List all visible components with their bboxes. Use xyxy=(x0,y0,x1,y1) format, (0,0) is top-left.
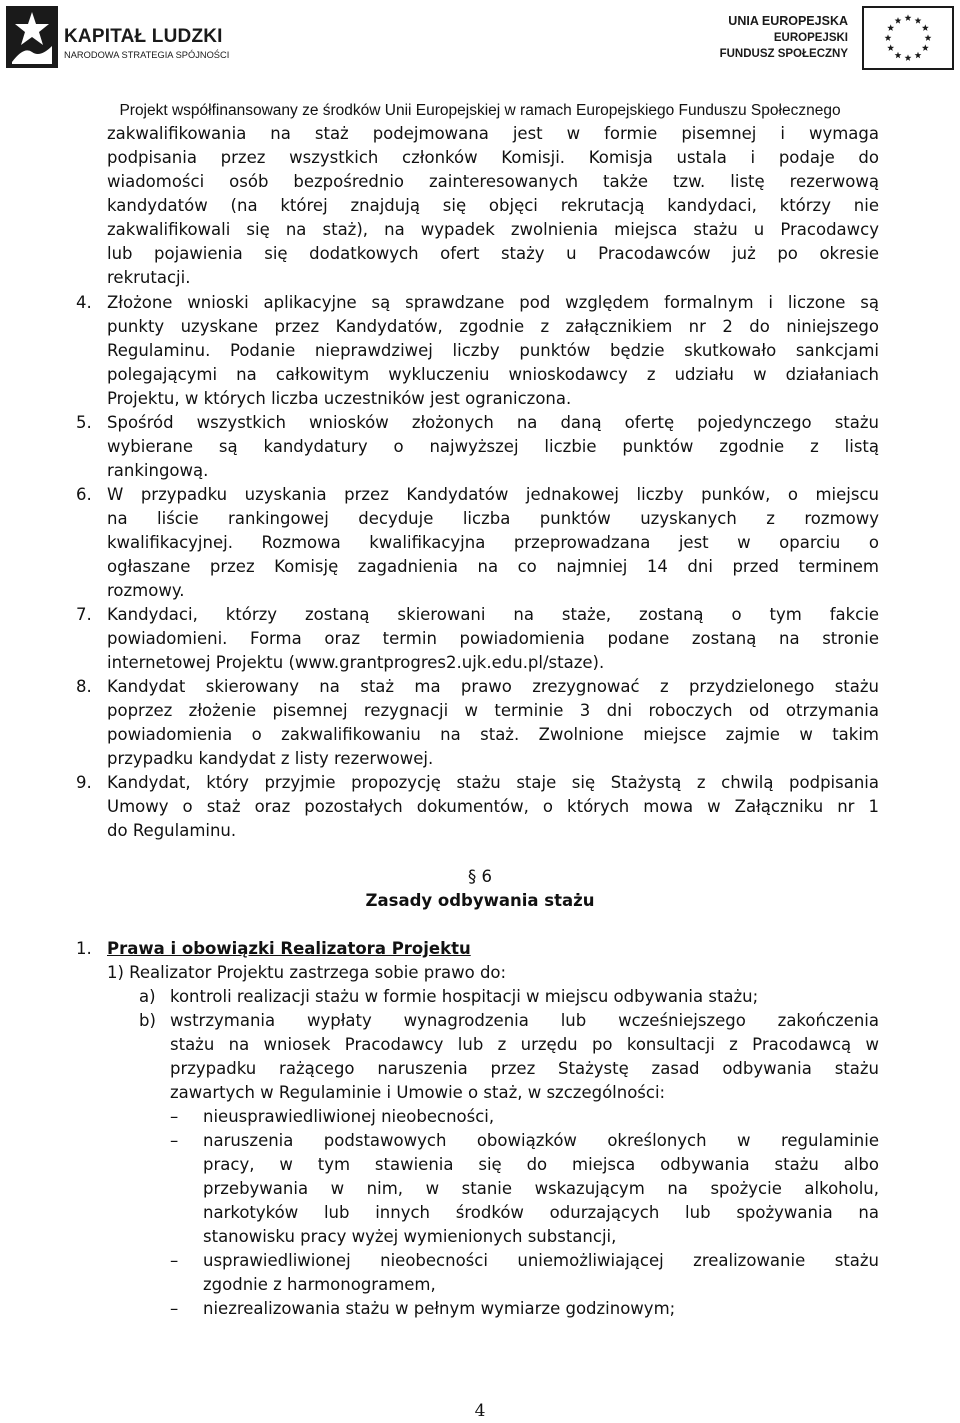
point-b-line: wstrzymania wypłaty wynagrodzenia lub wcześniejszego zakończenia xyxy=(170,1011,879,1030)
paragraph-line: zakwalifikowali się na staż), na wypadek zwolnienia miejsca stażu u Pracodawcy xyxy=(107,220,879,239)
dash-marker: – xyxy=(170,1107,179,1126)
dash-marker: – xyxy=(170,1131,179,1150)
list-item-line: kwalifikacyjnej. Rozmowa kwalifikacyjna przeprowadzana jest w oparciu o xyxy=(107,533,879,552)
list-item-line: Kandydat skierowany na staż ma prawo zrezygnować z przydzielonego stażu xyxy=(107,677,879,696)
kapital-ludzki-logo xyxy=(6,6,236,68)
logo-subtitle: NARODOWA STRATEGIA SPÓJNOŚCI xyxy=(64,50,230,60)
dash-marker: – xyxy=(170,1251,179,1270)
funding-statement: Projekt współfinansowany ze środków Unii Europejskiej w ramach Europejskiego Funduszu Społecznego xyxy=(119,102,841,119)
list-item-line: Kandydaci, którzy zostaną skierowani na staże, zostaną o tym fakcie xyxy=(107,605,879,624)
list-item-line: Regulaminu. Podanie nieprawdziwej liczby punktów będzie skutkowało sankcjami xyxy=(107,341,879,360)
list-item-line: powiadomienia o zakwalifikowaniu na staż. Zwolnione miejsce zajmie w takim xyxy=(107,725,879,744)
dash-item-line: przebywania w nim, w stanie wskazującym na spożycie alkoholu, xyxy=(203,1179,879,1198)
list-number: 4. xyxy=(76,293,92,312)
dash-item-line: usprawiedliwionej nieobecności uniemożliwiającej zrealizowanie stażu xyxy=(203,1251,879,1270)
eu-logo-line3: FUNDUSZ SPOŁECZNY xyxy=(719,48,848,60)
dash-item-line: naruszenia podstawowych obowiązków określonych w regulaminie xyxy=(203,1131,879,1150)
dash-item-line: narkotyków lub innych środków odurzających lub spożywania na xyxy=(203,1203,879,1222)
dash-item-line: pracy, w tym stawienia się do miejsca odbywania stażu albo xyxy=(203,1155,879,1174)
section-number: § 6 xyxy=(468,867,492,886)
list-number: 7. xyxy=(76,605,92,624)
list-item-line: Projektu, w których liczba uczestników jest ograniczona. xyxy=(107,389,572,408)
list-item-line: ogłaszane przez Komisję zagadnienia na co najmniej 14 dni przed terminem xyxy=(107,557,879,576)
list-item-line: przypadku kandydat z listy rezerwowej. xyxy=(107,749,434,768)
list-item-line: na liście rankingowej decyduje liczba punktów uzyskanych z rozmowy xyxy=(107,509,879,528)
subsection-intro: 1) Realizator Projektu zastrzega sobie prawo do: xyxy=(107,963,507,982)
list-item-line: polegającymi na całkowitym wykluczeniu wnioskodawcy z udziału w działaniach xyxy=(107,365,879,384)
list-number: 6. xyxy=(76,485,92,504)
logo-title: KAPITAŁ LUDZKI xyxy=(64,26,223,47)
eu-logo-line2: EUROPEJSKI xyxy=(773,32,848,44)
list-item-line: rozmowy. xyxy=(107,581,185,600)
eu-logo-line1: UNIA EUROPEJSKA xyxy=(728,14,848,28)
list-item-line: internetowej Projektu (www.grantprogres2.ujk.edu.pl/staze). xyxy=(107,653,605,672)
point-a-text: kontroli realizacji stażu w formie hospitacji w miejscu odbywania stażu; xyxy=(170,987,759,1006)
subsection-title: Prawa i obowiązki Realizatora Projektu xyxy=(107,939,471,958)
point-marker: a) xyxy=(139,987,156,1006)
paragraph-line: wiadomości osób bezpośrednio zainteresowanych także tzw. listę rezerwową xyxy=(107,172,879,191)
list-item-line: poprzez złożenie pisemnej rezygnacji w terminie 3 dni roboczych od otrzymania xyxy=(107,701,879,720)
dash-item-line: zgodnie z harmonogramem, xyxy=(203,1275,436,1294)
paragraph-line: zakwalifikowania na staż podejmowana jest w formie pisemnej i wymaga xyxy=(107,124,879,143)
list-item-line: Umowy o staż oraz pozostałych dokumentów, o których mowa w Załączniku nr 1 xyxy=(107,797,879,816)
list-number: 8. xyxy=(76,677,92,696)
paragraph-line: lub pojawienia się dodatkowych ofert staży u Pracodawców już po okresie xyxy=(107,244,879,263)
dash-item-line: stanowisku pracy wyżej wymienionych substancji, xyxy=(203,1227,617,1246)
section-title: Zasady odbywania stażu xyxy=(365,891,595,910)
dash-marker: – xyxy=(170,1299,179,1318)
list-number: 9. xyxy=(76,773,92,792)
list-item-line: wybierane są kandydatury o najwyższej liczbie punktów zgodnie z listą xyxy=(107,437,879,456)
list-item-line: Kandydat, który przyjmie propozycję stażu staje się Stażystą z chwilą podpisania xyxy=(107,773,879,792)
list-number: 5. xyxy=(76,413,92,432)
subsection-number: 1. xyxy=(76,939,92,958)
point-b-line: przypadku rażącego naruszenia przez Stażystę zasad odbywania stażu xyxy=(170,1059,879,1078)
dash-item-line: niezrealizowania stażu w pełnym wymiarze godzinowym; xyxy=(203,1299,676,1318)
paragraph-line: kandydatów (na której znajdują się objęci rekrutacją kandydaci, którzy nie xyxy=(107,196,879,215)
point-b-line: stażu na wniosek Pracodawcy lub z urzędu po konsultacji z Pracodawcą w xyxy=(170,1035,879,1054)
point-b-line: zawartych w Regulaminie i Umowie o staż, w szczególności: xyxy=(170,1083,666,1102)
point-marker: b) xyxy=(139,1011,156,1030)
paragraph-line: podpisania przez wszystkich członków Komisji. Komisja ustala i podaje do xyxy=(107,148,879,167)
list-item-line: Spośród wszystkich wniosków złożonych na daną ofertę pojedynczego stażu xyxy=(107,413,879,432)
paragraph-line: rekrutacji. xyxy=(107,268,191,287)
list-item-line: powiadomieni. Forma oraz termin powiadomienia podane zostaną na stronie xyxy=(107,629,879,648)
page-number: 4 xyxy=(474,1401,486,1421)
list-item-line: rankingową. xyxy=(107,461,209,480)
list-item-line: Złożone wnioski aplikacyjne są sprawdzane pod względem formalnym i liczone są xyxy=(107,293,879,312)
dash-item-line: nieusprawiedliwionej nieobecności, xyxy=(203,1107,495,1126)
eu-flag-icon xyxy=(862,6,954,70)
list-item-line: punkty uzyskane przez Kandydatów, zgodnie z załącznikiem nr 2 do niniejszego xyxy=(107,317,879,336)
list-item-line: do Regulaminu. xyxy=(107,821,237,840)
eu-logo xyxy=(719,6,954,70)
list-item-line: W przypadku uzyskania przez Kandydatów jednakowej liczby punków, o miejscu xyxy=(107,485,879,504)
kapital-ludzki-emblem-icon xyxy=(6,6,58,68)
